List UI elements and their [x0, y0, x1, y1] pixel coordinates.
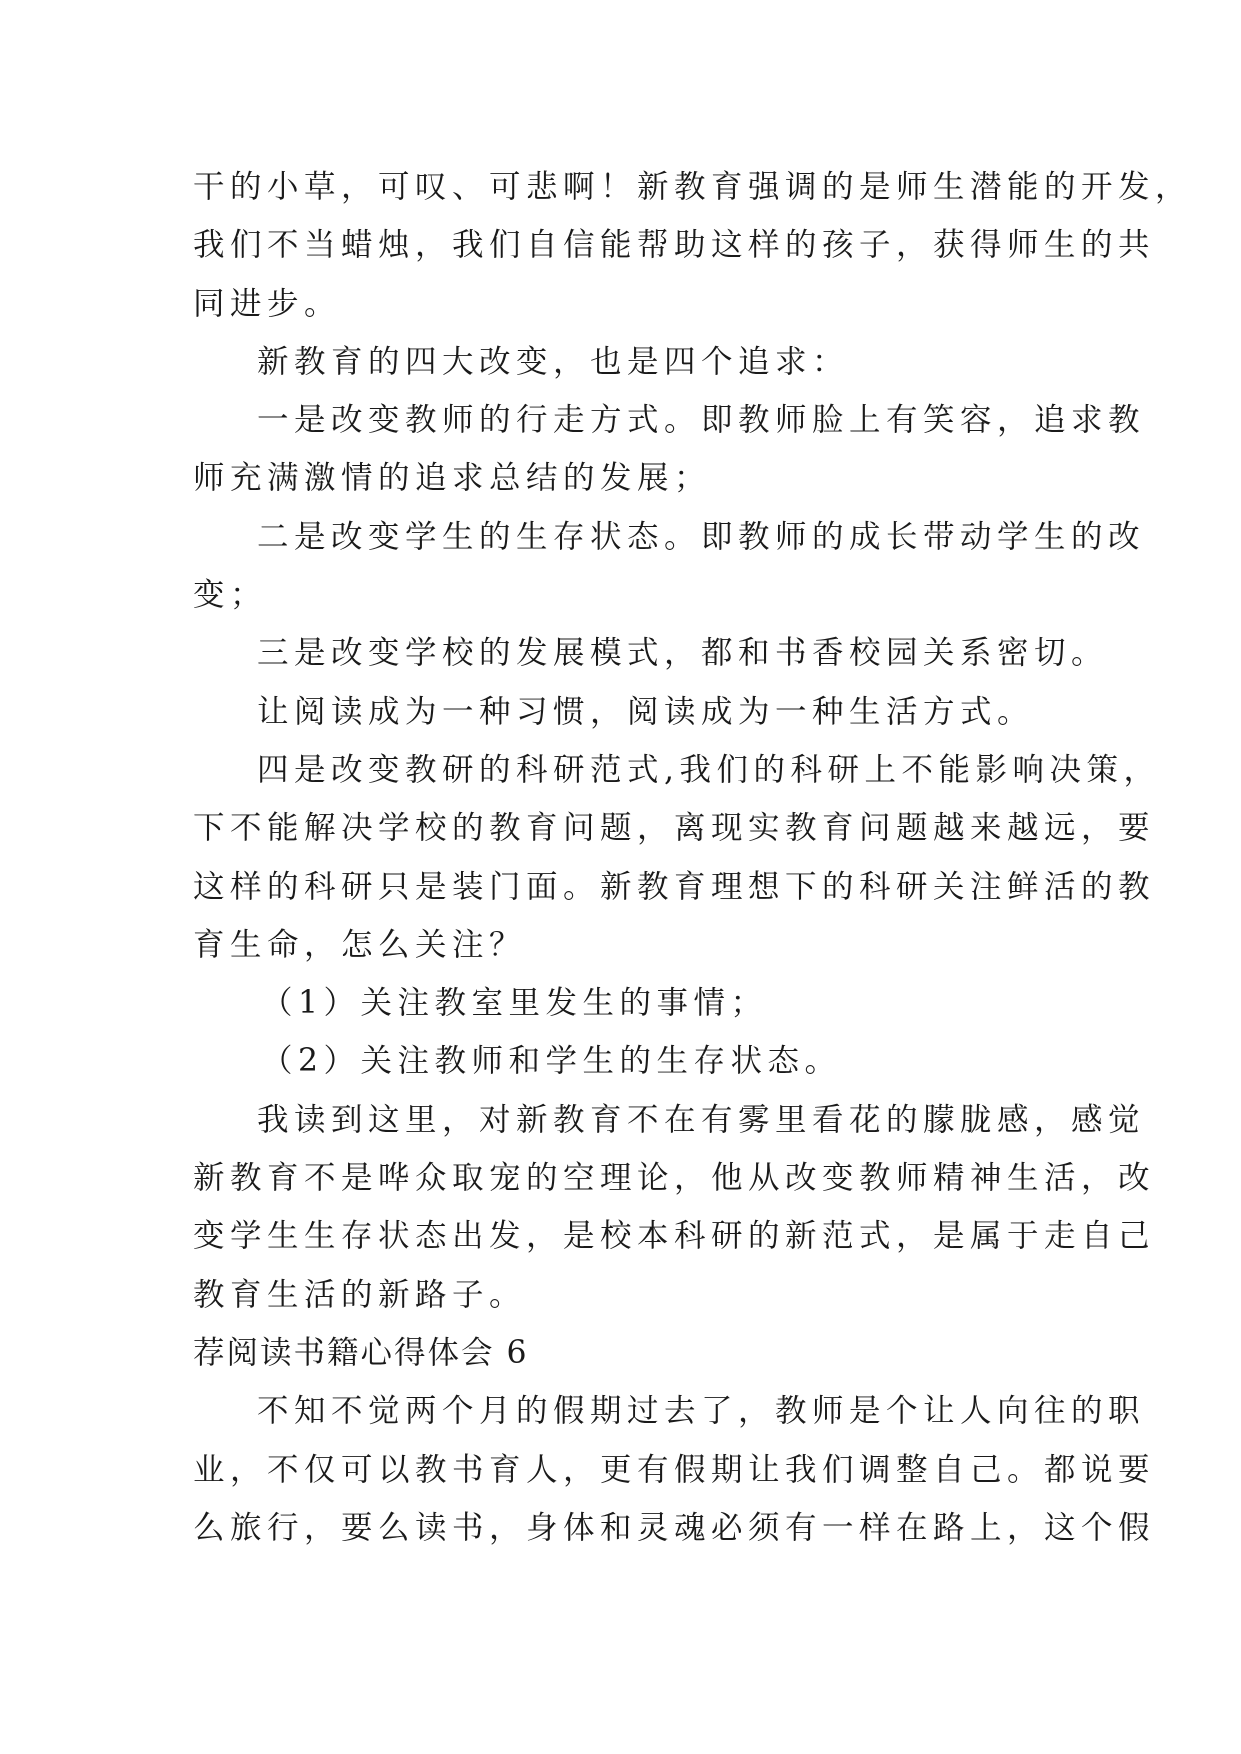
text-line: 一是改变教师的行走方式。即教师脸上有笑容，追求教 — [257, 402, 1146, 439]
text-line: 二是改变学生的生存状态。即教师的成长带动学生的改 — [257, 518, 1146, 555]
text-line: 业，不仅可以教书育人，更有假期让我们调整自己。都说要 — [193, 1451, 1156, 1488]
text-line: 教育生活的新路子。 — [193, 1276, 527, 1313]
text-line: 干的小草，可叹、可悲啊！新教育强调的是师生潜能的开发， — [193, 169, 1193, 205]
text-line: 四是改变教研的科研范式,我们的科研上不能影响决策， — [257, 751, 1161, 788]
text-line: 变学生生存状态出发，是校本科研的新范式，是属于走自己 — [193, 1218, 1156, 1255]
text-line: 同进步。 — [193, 285, 342, 322]
text-line: 新教育不是哗众取宠的空理论，他从改变教师精神生活，改 — [193, 1160, 1156, 1197]
text-line: 育生命，怎么关注？ — [193, 926, 527, 963]
text-line: 我们不当蜡烛，我们自信能帮助这样的孩子，获得师生的共 — [193, 227, 1156, 264]
text-line: （1）关注教室里发生的事情； — [261, 985, 768, 1022]
text-line: 下不能解决学校的教育问题，离现实教育问题越来越远，要 — [193, 810, 1156, 847]
text-line: 三是改变学校的发展模式，都和书香校园关系密切。 — [257, 635, 1109, 672]
document-body — [193, 158, 1193, 1557]
section-heading: 荐阅读书籍心得体会 6 — [193, 1334, 529, 1371]
text-line: 师充满激情的追求总结的发展； — [193, 460, 712, 497]
text-line: 新教育的四大改变，也是四个追求： — [257, 343, 850, 380]
text-line: 变； — [193, 577, 268, 614]
text-line: 这样的科研只是装门面。新教育理想下的科研关注鲜活的教 — [193, 868, 1156, 905]
text-line: 么旅行，要么读书，身体和灵魂必须有一样在路上，这个假 — [193, 1509, 1156, 1546]
text-line: （2）关注教师和学生的生存状态。 — [261, 1043, 842, 1080]
text-line: 不知不觉两个月的假期过去了，教师是个让人向往的职 — [257, 1393, 1146, 1430]
text-line: 我读到这里，对新教育不在有雾里看花的朦胧感，感觉 — [257, 1101, 1146, 1138]
text-line: 让阅读成为一种习惯，阅读成为一种生活方式。 — [257, 693, 1035, 730]
